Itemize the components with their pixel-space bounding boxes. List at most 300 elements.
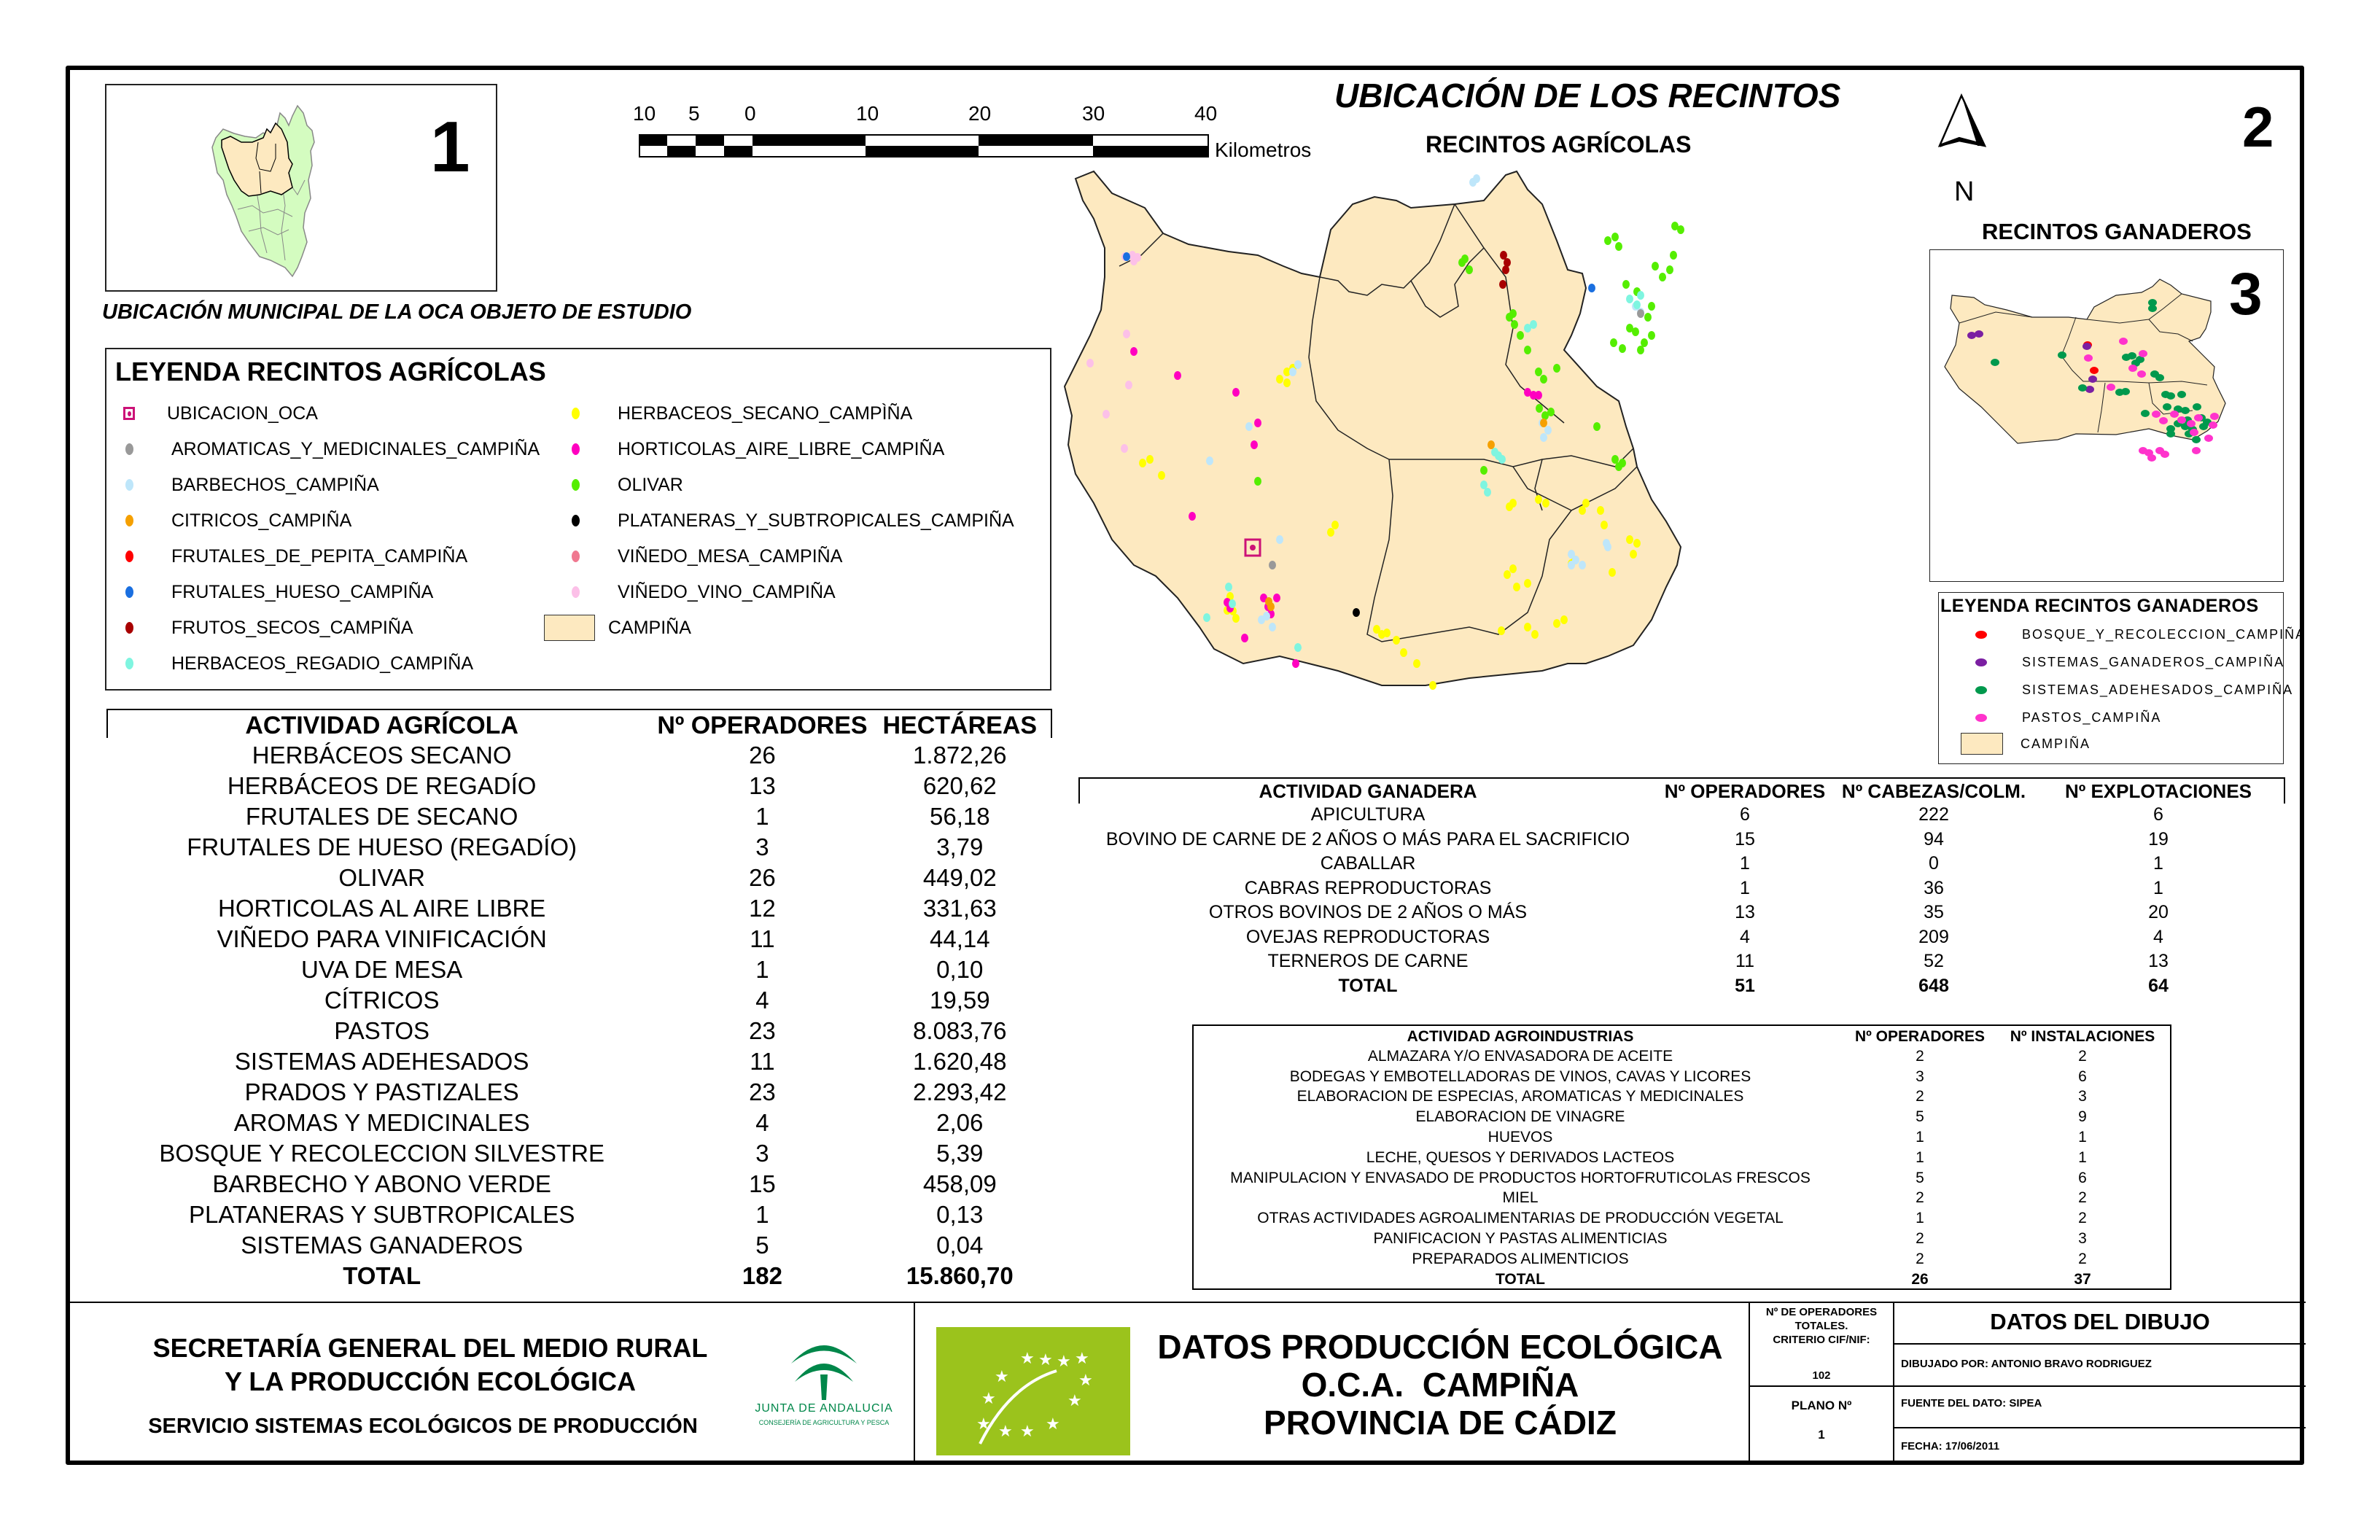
table-row — [106, 1077, 1052, 1108]
table-row — [1081, 949, 2284, 974]
agri-point — [1524, 623, 1531, 631]
activity-cell: BOSQUE Y RECOLECCION SILVESTRE — [159, 1140, 604, 1167]
livestock-point — [2190, 429, 2198, 436]
eu-organic-leaf-icon — [936, 1327, 1130, 1455]
agri-point — [1579, 561, 1586, 569]
agri-legend-item — [125, 613, 413, 642]
agri-legend-item — [125, 578, 433, 607]
table-row — [106, 1108, 1052, 1138]
agri-point — [1269, 561, 1276, 569]
footer-divider — [1893, 1343, 2306, 1345]
table-row — [1196, 1148, 2170, 1168]
agri-point — [1504, 570, 1511, 579]
value-cell: 94 — [1924, 828, 1944, 849]
livestock-point — [2204, 435, 2213, 442]
activity-cell: FRUTALES DE SECANO — [245, 803, 518, 830]
livestock-point — [2084, 354, 2093, 362]
livestock-point — [2137, 370, 2146, 378]
scale-tick: 10 — [633, 102, 656, 125]
agri-legend-item — [572, 542, 842, 571]
agri-point — [1498, 455, 1506, 464]
value-cell: 1 — [1916, 1148, 1924, 1166]
agri-point — [1517, 331, 1524, 340]
agri-point — [1530, 320, 1537, 329]
legend-label: BOSQUE_Y_RECOLECCION_CAMPIÑA — [2022, 626, 2306, 642]
value-cell: 4 — [755, 1109, 769, 1136]
agri-point — [1504, 258, 1511, 267]
table-row — [106, 740, 1052, 771]
table-row — [1196, 1127, 2170, 1148]
table-row — [106, 1016, 1052, 1046]
svg-text:★: ★ — [1038, 1351, 1053, 1369]
total-value: 648 — [1918, 975, 1949, 996]
table-row — [1196, 1168, 2170, 1189]
dot-icon — [572, 515, 580, 526]
legend-label: FRUTOS_SECOS_CAMPIÑA — [171, 617, 413, 638]
table-row — [1081, 852, 2284, 876]
dot-icon — [125, 622, 133, 634]
agri-legend-item — [125, 399, 318, 428]
activity-cell: HORTICOLAS AL AIRE LIBRE — [217, 895, 546, 922]
agri-point — [1500, 251, 1507, 260]
column-header: ACTIVIDAD GANADERA — [1259, 779, 1477, 802]
total-value: 15.860,70 — [906, 1262, 1014, 1289]
agri-point — [1123, 330, 1130, 338]
agri-point — [1535, 368, 1542, 376]
legend-label: VIÑEDO_VINO_CAMPIÑA — [618, 581, 836, 602]
agri-point — [1292, 659, 1299, 668]
value-cell: 2 — [1916, 1230, 1924, 1248]
table-row — [106, 985, 1052, 1016]
total-label: TOTAL — [343, 1262, 421, 1289]
svg-text:★: ★ — [1020, 1423, 1035, 1441]
agri-point — [1535, 495, 1542, 504]
agri-point — [1670, 251, 1677, 260]
value-cell: 1 — [755, 1201, 769, 1228]
table-row — [106, 832, 1052, 863]
agri-point — [1102, 410, 1110, 419]
area-swatch-icon — [1961, 733, 2003, 755]
activity-cell: BARBECHO Y ABONO VERDE — [212, 1170, 551, 1197]
livestock-point — [1967, 332, 1976, 339]
operators-label-line: CRITERIO CIF/NIF: — [1773, 1334, 1870, 1346]
legend-label: PLATANERAS_Y_SUBTROPICALES_CAMPIÑA — [618, 510, 1014, 531]
agri-point — [1535, 391, 1542, 400]
dot-icon — [572, 586, 580, 598]
agri-point — [1547, 408, 1555, 416]
agri-point — [1582, 499, 1590, 508]
agri-point — [1267, 602, 1275, 611]
footer-divider — [66, 1302, 2306, 1303]
column-header: HECTÁREAS — [882, 711, 1038, 739]
value-cell: 36 — [1924, 877, 1944, 898]
dot-icon — [1975, 686, 1987, 694]
value-cell: 1.620,48 — [913, 1048, 1007, 1075]
agri-legend-item — [572, 470, 683, 499]
value-cell: 2 — [1916, 1250, 1924, 1267]
dot-icon — [1975, 658, 1987, 666]
activity-cell: PLATANERAS Y SUBTROPICALES — [188, 1201, 575, 1228]
table-row — [1081, 901, 2284, 925]
value-cell: 6 — [1740, 804, 1750, 825]
value-cell: 26 — [749, 864, 776, 891]
table-row — [106, 801, 1052, 832]
activity-cell: CABRAS REPRODUCTORAS — [1244, 877, 1492, 898]
legend-label: BARBECHOS_CAMPIÑA — [171, 474, 379, 495]
agri-point — [1666, 265, 1673, 274]
table-row — [1196, 1046, 2170, 1067]
activity-cell: TERNEROS DE CARNE — [1267, 951, 1469, 972]
value-cell: 5 — [1916, 1169, 1924, 1186]
value-cell: 2 — [2078, 1047, 2087, 1065]
dot-icon — [572, 408, 580, 419]
dot-icon — [125, 551, 133, 562]
livestock-legend-item — [1939, 651, 2284, 673]
org-name-line2: Y LA PRODUCCIÓN ECOLÓGICA — [224, 1366, 637, 1396]
agri-point — [1536, 404, 1543, 413]
value-cell: 1 — [2078, 1148, 2087, 1166]
dot-icon — [125, 443, 133, 455]
column-header: ACTIVIDAD AGROINDUSTRIAS — [1407, 1028, 1634, 1045]
livestock-point — [2181, 407, 2190, 414]
legend-label: CAMPIÑA — [608, 617, 691, 638]
agri-point — [1189, 512, 1196, 521]
livestock-legend — [1938, 592, 2306, 764]
agri-point — [1393, 636, 1400, 645]
dot-icon — [125, 586, 133, 598]
table-row — [106, 1230, 1052, 1261]
activity-cell: ELABORACION DE VINAGRE — [1415, 1108, 1625, 1126]
column-header: ACTIVIDAD AGRÍCOLA — [245, 711, 518, 739]
livestock-legend-title: LEYENDA RECINTOS GANADEROS — [1940, 596, 2259, 616]
agri-point — [1276, 535, 1283, 544]
value-cell: 13 — [2148, 951, 2169, 972]
agri-point — [1158, 471, 1165, 480]
livestock-point — [2121, 388, 2130, 395]
agri-legend — [105, 348, 1051, 691]
livestock-point — [2128, 352, 2136, 359]
activity-cell: MANIPULACION Y ENVASADO DE PRODUCTOS HORTOFRUTICOLAS FRESCOS — [1230, 1169, 1811, 1186]
agri-point — [1611, 455, 1619, 464]
inset-number: 1 — [430, 106, 470, 187]
agri-point — [1232, 614, 1240, 623]
value-cell: 13 — [749, 772, 776, 799]
agri-point — [1626, 535, 1633, 544]
value-cell: 19 — [2148, 828, 2169, 849]
agri-point — [1509, 564, 1517, 573]
value-cell: 1 — [755, 803, 769, 830]
agri-point — [1125, 381, 1132, 389]
agri-point — [1579, 506, 1586, 515]
agri-point — [1659, 273, 1666, 281]
legend-label: OLIVAR — [618, 474, 683, 495]
dot-icon — [572, 551, 580, 562]
junta-logo-subtext: CONSEJERÍA DE AGRICULTURA Y PESCA — [758, 1419, 890, 1426]
value-cell: 3 — [755, 1140, 769, 1167]
activity-cell: MIEL — [1502, 1189, 1539, 1207]
agri-point — [1637, 291, 1644, 300]
agri-point — [1229, 599, 1236, 608]
svg-text:★: ★ — [1046, 1415, 1060, 1434]
area-swatch-icon — [544, 615, 595, 641]
agri-point — [1232, 388, 1240, 397]
agri-point — [1611, 233, 1619, 241]
agri-point — [1619, 459, 1626, 467]
legend-label: FRUTALES_DE_PEPITA_CAMPIÑA — [171, 545, 468, 567]
activity-cell: PANIFICACION Y PASTAS ALIMENTICIAS — [1373, 1230, 1668, 1248]
legend-label: HORTICOLAS_AIRE_LIBRE_CAMPIÑA — [618, 438, 945, 459]
agri-point — [1513, 583, 1520, 591]
footer-divider — [1749, 1385, 2306, 1387]
total-value: 64 — [2148, 975, 2169, 996]
agri-point — [1509, 309, 1517, 318]
value-cell: 11 — [750, 925, 775, 952]
footer-divider — [914, 1302, 915, 1465]
agri-legend-item — [125, 470, 379, 499]
livestock-legend-item — [1939, 733, 2091, 755]
value-cell: 11 — [1735, 951, 1754, 972]
agri-point — [1498, 626, 1505, 635]
value-cell: 2 — [2078, 1189, 2087, 1207]
svg-text:★: ★ — [1068, 1392, 1082, 1410]
agri-point — [1121, 444, 1128, 453]
value-cell: 3 — [2078, 1088, 2087, 1105]
activity-cell: CABALLAR — [1320, 853, 1416, 874]
column-header: Nº CABEZAS/COLM. — [1841, 779, 2026, 802]
main-map-title: UBICACIÓN DE LOS RECINTOS — [1334, 77, 1841, 114]
activity-cell: HERBÁCEOS SECANO — [252, 742, 512, 769]
agri-point — [1383, 629, 1391, 637]
activity-cell: OTRAS ACTIVIDADES AGROALIMENTARIAS DE PRODUCCIÓN VEGETAL — [1257, 1210, 1784, 1227]
drawing-date: FECHA: 17/06/2011 — [1901, 1440, 2000, 1452]
agri-point — [1484, 488, 1491, 497]
scale-bar-graphic — [639, 134, 1215, 159]
agri-point — [1609, 568, 1616, 577]
agri-point — [1677, 225, 1684, 234]
agroindustry-table — [1196, 1027, 2170, 1290]
agri-point — [1400, 648, 1407, 657]
livestock-point — [2141, 410, 2150, 417]
junta-andalucia-logo — [755, 1331, 893, 1433]
agri-point — [1615, 242, 1622, 251]
agri-point — [1146, 455, 1154, 464]
agri-point — [1568, 561, 1575, 569]
agri-point — [1603, 539, 1610, 548]
value-cell: 2 — [1916, 1047, 1924, 1065]
value-cell: 4 — [2153, 926, 2163, 947]
table-total-row — [1196, 1269, 2170, 1290]
agri-point — [1604, 236, 1611, 245]
value-cell: 52 — [1924, 951, 1944, 972]
main-map-subtitle: RECINTOS AGRÍCOLAS — [1426, 131, 1692, 158]
value-cell: 1 — [1740, 853, 1750, 874]
agri-point — [1499, 280, 1506, 289]
activity-cell: BOVINO DE CARNE DE 2 AÑOS O MÁS PARA EL SACRIFICIO — [1105, 828, 1630, 849]
table-row — [1196, 1229, 2170, 1249]
operators-label-line: Nº DE OPERADORES — [1765, 1306, 1878, 1318]
agri-point — [1353, 608, 1360, 617]
agri-point — [1641, 338, 1648, 347]
svg-text:★: ★ — [1020, 1350, 1035, 1368]
scale-tick: 30 — [1082, 102, 1105, 125]
value-cell: 26 — [749, 742, 776, 769]
total-value: 26 — [1911, 1270, 1929, 1288]
table-row — [106, 1169, 1052, 1199]
table-row — [106, 863, 1052, 893]
value-cell: 8.083,76 — [913, 1017, 1007, 1044]
legend-label: CITRICOS_CAMPIÑA — [171, 510, 352, 531]
value-cell: 2 — [1916, 1088, 1924, 1105]
agri-point — [1531, 630, 1539, 639]
agri-point — [1637, 346, 1644, 354]
value-cell: 1 — [2153, 853, 2163, 874]
agri-point — [1601, 521, 1608, 529]
agri-point — [1553, 619, 1560, 628]
activity-cell: HUEVOS — [1488, 1129, 1553, 1146]
activity-cell: UVA DE MESA — [301, 956, 463, 983]
value-cell: 1 — [755, 956, 769, 983]
livestock-map-title: RECINTOS GANADEROS — [1982, 219, 2252, 244]
value-cell: 5 — [755, 1232, 769, 1259]
legend-label: CAMPIÑA — [2021, 736, 2091, 751]
value-cell: 12 — [749, 895, 776, 922]
activity-cell: PRADOS Y PASTIZALES — [244, 1078, 519, 1105]
agri-point — [1086, 359, 1094, 368]
agri-point — [1648, 302, 1655, 311]
activity-cell: HERBÁCEOS DE REGADÍO — [227, 772, 537, 799]
agri-point — [1540, 419, 1547, 427]
operators-label — [1750, 1305, 1893, 1347]
inset-caption: UBICACIÓN MUNICIPAL DE LA OCA OBJETO DE ESTUDIO — [102, 300, 692, 324]
value-cell: 23 — [749, 1017, 776, 1044]
agri-point — [1540, 433, 1547, 442]
table-header-row — [1081, 779, 2284, 803]
plano-label: PLANO Nº — [1791, 1399, 1852, 1412]
livestock-point — [2148, 299, 2157, 306]
activity-cell: FRUTALES DE HUESO (REGADÍO) — [187, 833, 578, 860]
svg-text:★: ★ — [998, 1423, 1013, 1441]
table-row — [1196, 1249, 2170, 1269]
total-value: 51 — [1735, 975, 1755, 996]
agri-point — [1509, 499, 1517, 508]
value-cell: 6 — [2078, 1169, 2087, 1186]
agri-point — [1241, 634, 1248, 642]
scale-unit: Kilometros — [1215, 139, 1312, 161]
table-row — [106, 924, 1052, 954]
livestock-point — [2194, 414, 2203, 421]
main-map-number: 2 — [2242, 95, 2274, 159]
livestock-point — [2192, 436, 2201, 443]
agri-point — [1174, 371, 1181, 380]
agri-point — [1637, 309, 1644, 318]
agri-point — [1276, 375, 1283, 384]
livestock-table-right-tick — [2284, 777, 2285, 804]
value-cell: 3,79 — [936, 833, 984, 860]
table-row — [106, 1046, 1052, 1077]
value-cell: 620,62 — [922, 772, 997, 799]
agri-point — [1648, 331, 1655, 340]
agri-point — [1544, 426, 1552, 435]
value-cell: 1 — [2078, 1129, 2087, 1146]
agri-point — [1327, 528, 1334, 537]
livestock-point — [2147, 454, 2156, 462]
value-cell: 331,63 — [922, 895, 997, 922]
value-cell: 19,59 — [929, 987, 990, 1014]
svg-text:★: ★ — [976, 1415, 991, 1434]
dot-icon — [125, 515, 133, 526]
livestock-point — [2139, 350, 2147, 357]
livestock-map — [1929, 249, 2284, 582]
value-cell: 1.872,26 — [913, 742, 1007, 769]
table-row — [1196, 1087, 2170, 1108]
agri-legend-item — [125, 649, 473, 678]
table-row — [1196, 1189, 2170, 1209]
svg-text:★: ★ — [1078, 1372, 1093, 1390]
scale-bar — [633, 102, 1331, 168]
livestock-point — [2187, 420, 2196, 427]
agri-point — [1491, 448, 1498, 456]
value-cell: 1 — [2153, 877, 2163, 898]
service-name: SERVICIO SISTEMAS ECOLÓGICOS DE PRODUCCIÓN — [148, 1415, 698, 1438]
dot-icon — [572, 443, 580, 455]
legend-label: HERBACEOS_SECANO_CAMPÌÑA — [618, 402, 913, 424]
value-cell: 15 — [1735, 828, 1755, 849]
table-row — [106, 893, 1052, 924]
livestock-point — [1991, 359, 1999, 366]
activity-cell: PASTOS — [334, 1017, 430, 1044]
agri-point — [1473, 174, 1480, 183]
livestock-point — [2155, 374, 2164, 381]
scale-tick: 5 — [688, 102, 700, 125]
value-cell: 0,10 — [936, 956, 984, 983]
svg-text:★: ★ — [1075, 1350, 1089, 1368]
agri-point — [1633, 300, 1641, 309]
value-cell: 2 — [1916, 1189, 1924, 1207]
livestock-table-frame — [1078, 777, 2285, 779]
activity-cell: APICULTURA — [1310, 804, 1426, 825]
livestock-point — [2192, 447, 2201, 454]
table-row — [1081, 925, 2284, 950]
value-cell: 2,06 — [936, 1109, 984, 1136]
dot-icon — [1975, 631, 1987, 639]
activity-cell: SISTEMAS GANADEROS — [241, 1232, 524, 1259]
agri-point — [1251, 440, 1258, 449]
table-total-row — [106, 1261, 1052, 1291]
drawing-data-title: DATOS DEL DIBUJO — [1990, 1309, 2210, 1334]
livestock-point — [2209, 421, 2217, 429]
livestock-point — [2085, 386, 2094, 393]
agri-point — [1294, 643, 1302, 652]
livestock-point — [2177, 416, 2186, 424]
operators-label-line: TOTALES. — [1794, 1320, 1848, 1332]
agri-point — [1331, 521, 1339, 529]
livestock-point — [2163, 403, 2171, 411]
agri-point — [1254, 477, 1261, 486]
activity-cell: OTROS BOVINOS DE 2 AÑOS O MÁS — [1208, 902, 1528, 923]
svg-text:★: ★ — [995, 1368, 1009, 1386]
livestock-point — [2161, 451, 2169, 458]
agri-point — [1622, 280, 1630, 289]
agri-legend-item — [572, 435, 944, 464]
agri-point — [1597, 506, 1604, 515]
agri-point — [1263, 612, 1270, 621]
table-row — [106, 771, 1052, 801]
activity-cell: ALMAZARA Y/O ENVASADORA DE ACEITE — [1367, 1047, 1673, 1065]
dot-icon — [1975, 714, 1987, 722]
activity-cell: BODEGAS Y EMBOTELLADORAS DE VINOS, CAVAS Y LICORES — [1289, 1068, 1751, 1085]
legend-label: PASTOS_CAMPIÑA — [2022, 709, 2162, 725]
livestock-map-number: 3 — [2229, 261, 2263, 327]
